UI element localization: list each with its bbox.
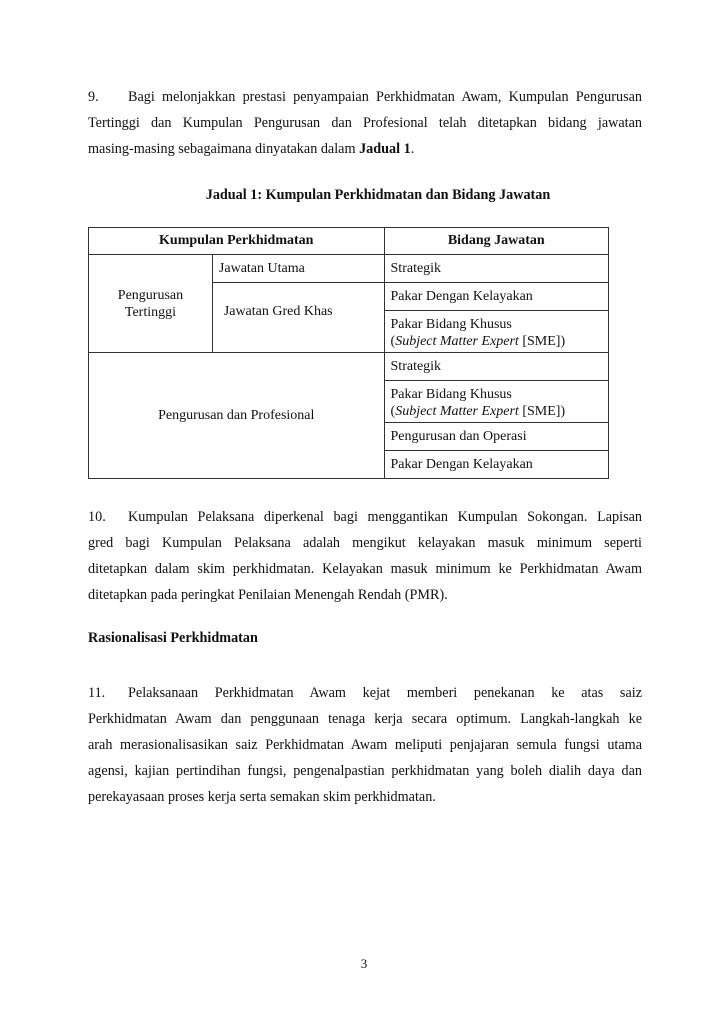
p11-line-5: perekayasaan proses kerja serta semakan skim perkhidmatan.: [88, 789, 436, 805]
sub-2-label: Jawatan Gred Khas: [223, 303, 333, 319]
p9-line-2: Tertinggi dan Kumpulan Pengurusan dan Profesional telah ditetapkan bidang jawatan: [88, 115, 642, 131]
paragraph-10: [88, 504, 642, 608]
cell-pengurusan-operasi: Pengurusan dan Operasi: [384, 423, 608, 451]
p10-line-2: gred bagi Kumpulan Pelaksana adalah mengikut kelayakan masuk minimum seperti: [88, 535, 642, 551]
table-reference: Jadual 1: [359, 141, 411, 157]
cell-italic: Subject Matter Expert: [395, 404, 519, 419]
cell-text: Pakar Bidang Khusus: [390, 317, 512, 332]
p9-line-3-text: masing-masing sebagaimana dinyatakan dalam: [88, 141, 360, 157]
header-bidang: Bidang Jawatan: [384, 228, 608, 255]
table-row: [89, 255, 609, 283]
p10-line-4: ditetapkan pada peringkat Penilaian Menengah Rendah (PMR).: [88, 587, 448, 603]
cell-pakar-kelayakan-1: Pakar Dengan Kelayakan: [384, 283, 608, 311]
cell-pakar-bidang-1: Pakar Bidang Khusus (Subject Matter Expert [SME]): [384, 311, 608, 353]
sub-jawatan-gred-khas: [212, 283, 384, 353]
table-caption: Jadual 1: Kumpulan Perkhidmatan dan Bidang Jawatan: [205, 187, 551, 203]
cell-text: Pakar Bidang Khusus: [390, 387, 512, 402]
table-header-row: [89, 228, 609, 255]
cell-strategik-1: Strategik: [384, 255, 608, 283]
paragraph-11: [88, 680, 642, 810]
cell-text-end: [SME]): [518, 334, 566, 349]
group-pengurusan-profesional: Pengurusan dan Profesional: [89, 353, 385, 479]
p11-line-1: [88, 680, 642, 706]
cell-italic: Subject Matter Expert: [395, 334, 519, 349]
p11-line-3: arah merasionalisasikan saiz Perkhidmatan Awam meliputi penjajaran semula fungsi utama: [88, 737, 642, 753]
p11-line-2: Perkhidmatan Awam dan penggunaan tenaga kerja secara optimum. Langkah-langkah ke: [88, 711, 642, 727]
cell-pakar-bidang-2: Pakar Bidang Khusus (Subject Matter Expert [SME]): [384, 381, 608, 423]
section-heading: Rasionalisasi Perkhidmatan: [88, 630, 258, 646]
p9-line-1: [88, 84, 642, 110]
p9-line-3: [88, 136, 642, 162]
p10-line-1-text: Kumpulan Pelaksana diperkenal bagi menggantikan Kumpulan Sokongan. Lapisan: [128, 509, 642, 525]
paragraph-9: [88, 84, 642, 162]
service-group-table: [88, 227, 609, 479]
p11-number: 11.: [88, 685, 106, 701]
cell-text-end: [SME]): [518, 404, 566, 419]
table-row: [89, 353, 609, 381]
p9-line-1-text: Bagi melonjakkan prestasi penyampaian Perkhidmatan Awam, Kumpulan Pengurusan: [128, 89, 642, 105]
p11-line-4: agensi, kajian pertindihan fungsi, pengenalpastian perkhidmatan yang boleh dialih daya dan: [88, 763, 642, 779]
p10-line-3: ditetapkan dalam skim perkhidmatan. Kelayakan masuk minimum ke Perkhidmatan Awam: [88, 561, 642, 577]
header-kumpulan: Kumpulan Perkhidmatan: [89, 228, 385, 255]
group-pengurusan-tertinggi: [89, 255, 213, 353]
p10-line-1: [88, 504, 642, 530]
group-1-label: Pengurusan Tertinggi: [117, 287, 184, 320]
p10-number: 10.: [88, 509, 106, 525]
p9-line-3-end: .: [410, 141, 415, 157]
p11-line-1-text: Pelaksanaan Perkhidmatan Awam kejat memberi penekanan ke atas saiz: [128, 685, 642, 701]
cell-pakar-kelayakan-2: Pakar Dengan Kelayakan: [384, 451, 608, 479]
p9-number: 9.: [88, 89, 99, 105]
page-number: 3: [360, 956, 368, 971]
cell-strategik-2: Strategik: [384, 353, 608, 381]
sub-jawatan-utama: Jawatan Utama: [212, 255, 384, 283]
